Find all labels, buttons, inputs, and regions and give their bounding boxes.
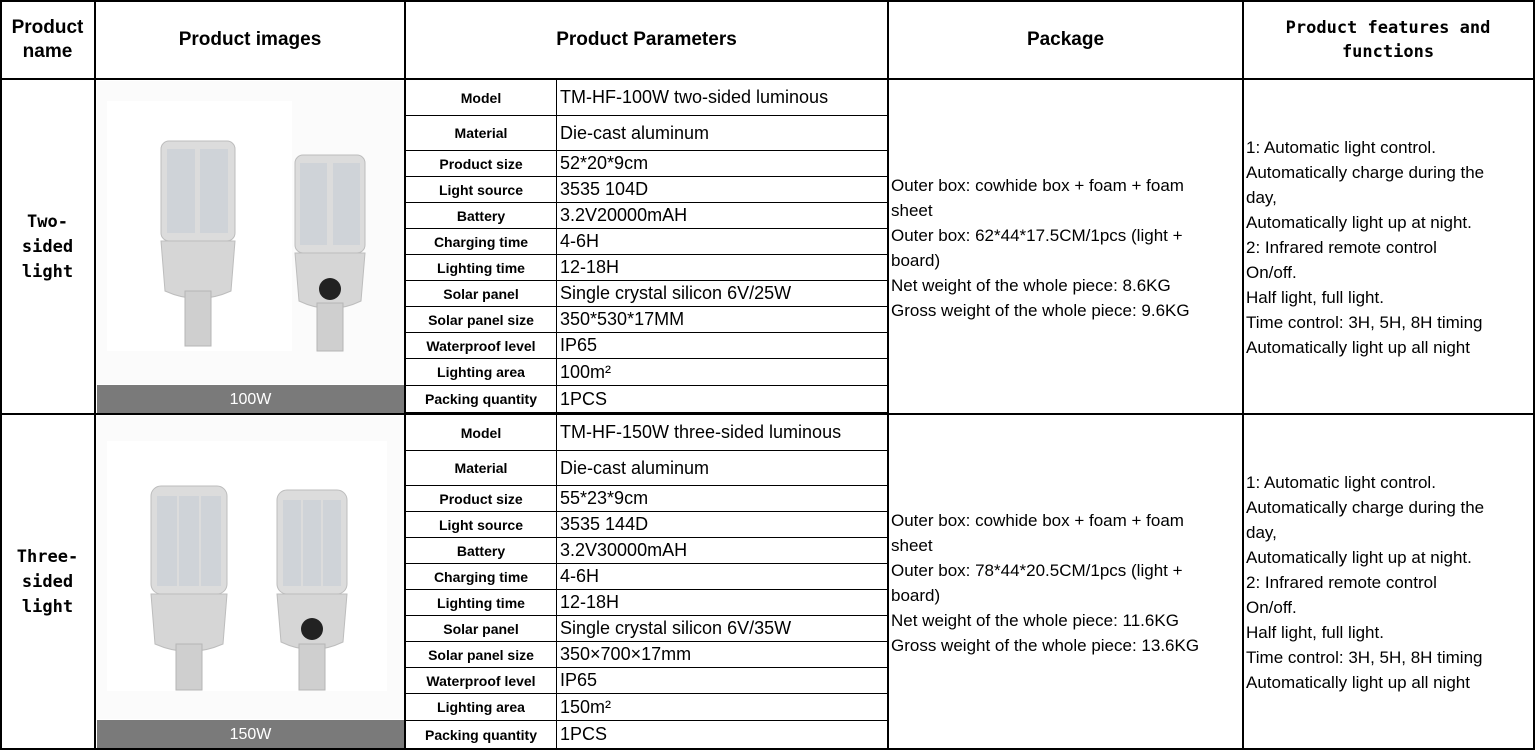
header-product-images: Product images bbox=[178, 28, 322, 50]
feature-line: On/off. bbox=[1246, 598, 1297, 617]
feature-line: Automatically charge during the bbox=[1246, 163, 1485, 182]
param-key: Waterproof level bbox=[406, 668, 557, 694]
param-key: Solar panel bbox=[406, 281, 557, 307]
feature-line: 1: Automatic light control. bbox=[1246, 138, 1436, 157]
param-value: 150m² bbox=[557, 694, 889, 721]
param-value: 100m² bbox=[557, 359, 889, 386]
param-key: Charging time bbox=[406, 229, 557, 255]
feature-line: On/off. bbox=[1246, 263, 1297, 282]
header-package: Package bbox=[1026, 28, 1105, 50]
param-key: Lighting time bbox=[406, 255, 557, 281]
param-value: 350×700×17mm bbox=[557, 642, 889, 668]
param-key: Solar panel bbox=[406, 616, 557, 642]
features-text bbox=[1246, 470, 1532, 695]
param-key: Waterproof level bbox=[406, 333, 557, 359]
feature-line: day, bbox=[1246, 188, 1277, 207]
param-value: 1PCS bbox=[557, 386, 889, 413]
param-value: 55*23*9cm bbox=[557, 486, 889, 512]
param-value: 1PCS bbox=[557, 721, 889, 749]
feature-line: Time control: 3H, 5H, 8H timing bbox=[1246, 313, 1483, 332]
param-key: Solar panel size bbox=[406, 307, 557, 333]
header-product-parameters: Product Parameters bbox=[556, 28, 737, 50]
feature-line: 2: Infrared remote control bbox=[1246, 238, 1437, 257]
package-line: Gross weight of the whole piece: 13.6KG bbox=[891, 636, 1200, 655]
grid-line bbox=[404, 0, 406, 750]
grid-line bbox=[94, 0, 96, 750]
package-line: Net weight of the whole piece: 8.6KG bbox=[891, 276, 1171, 295]
param-key: Battery bbox=[406, 203, 557, 229]
package-text bbox=[891, 508, 1241, 658]
param-value: Die-cast aluminum bbox=[557, 451, 889, 486]
grid-line bbox=[0, 413, 1535, 415]
feature-line: Half light, full light. bbox=[1246, 623, 1384, 642]
param-value: Single crystal silicon 6V/25W bbox=[557, 281, 889, 307]
grid-line bbox=[0, 0, 1535, 2]
package-line: Outer box: 78*44*20.5CM/1pcs (light + bbox=[891, 561, 1183, 580]
feature-line: Automatically light up all night bbox=[1246, 338, 1470, 357]
feature-line: Automatically light up all night bbox=[1246, 673, 1470, 692]
feature-line: Time control: 3H, 5H, 8H timing bbox=[1246, 648, 1483, 667]
param-key: Model bbox=[406, 415, 557, 451]
feature-line: 2: Infrared remote control bbox=[1246, 573, 1437, 592]
parameter-table bbox=[405, 79, 889, 413]
param-key: Product size bbox=[406, 486, 557, 512]
param-value: 52*20*9cm bbox=[557, 151, 889, 177]
feature-line: 1: Automatic light control. bbox=[1246, 473, 1436, 492]
param-value: 3.2V30000mAH bbox=[557, 538, 889, 564]
param-key: Packing quantity bbox=[406, 386, 557, 413]
product-name-cell: Three-sided light bbox=[16, 547, 79, 617]
header-features: Product features and functions bbox=[1285, 17, 1491, 62]
header-product-name: Product name bbox=[11, 16, 84, 62]
param-key: Product size bbox=[406, 151, 557, 177]
param-value: 4-6H bbox=[557, 229, 889, 255]
wattage-caption: 150W bbox=[97, 720, 404, 750]
package-text bbox=[891, 173, 1241, 323]
grid-line bbox=[1242, 0, 1244, 750]
param-key: Light source bbox=[406, 512, 557, 538]
param-value: Single crystal silicon 6V/35W bbox=[557, 616, 889, 642]
street-light-image-100w bbox=[97, 81, 404, 384]
package-line: Outer box: cowhide box + foam + foam bbox=[891, 176, 1184, 195]
param-key: Light source bbox=[406, 177, 557, 203]
grid-line bbox=[887, 0, 889, 750]
feature-line: Automatically light up at night. bbox=[1246, 213, 1472, 232]
product-image bbox=[97, 416, 404, 719]
param-key: Charging time bbox=[406, 564, 557, 590]
param-key: Material bbox=[406, 116, 557, 151]
product-image bbox=[97, 81, 404, 384]
param-value: 3535 144D bbox=[557, 512, 889, 538]
param-value: 3.2V20000mAH bbox=[557, 203, 889, 229]
param-key: Model bbox=[406, 80, 557, 116]
feature-line: Automatically light up at night. bbox=[1246, 548, 1472, 567]
grid-line bbox=[0, 78, 1535, 80]
grid-line bbox=[0, 0, 2, 750]
wattage-caption: 100W bbox=[97, 385, 404, 414]
param-key: Solar panel size bbox=[406, 642, 557, 668]
param-value: Die-cast aluminum bbox=[557, 116, 889, 151]
param-value: IP65 bbox=[557, 333, 889, 359]
features-text bbox=[1246, 135, 1532, 360]
param-value: TM-HF-100W two-sided luminous bbox=[557, 80, 889, 116]
feature-line: Automatically charge during the bbox=[1246, 498, 1485, 517]
package-line: board) bbox=[891, 251, 941, 270]
param-value: 12-18H bbox=[557, 590, 889, 616]
parameter-table bbox=[405, 414, 889, 749]
product-name-cell: Two-sided light bbox=[21, 211, 74, 282]
package-line: Outer box: 62*44*17.5CM/1pcs (light + bbox=[891, 226, 1183, 245]
param-key: Battery bbox=[406, 538, 557, 564]
param-key: Material bbox=[406, 451, 557, 486]
package-line: sheet bbox=[891, 536, 933, 555]
param-key: Lighting area bbox=[406, 694, 557, 721]
package-line: board) bbox=[891, 586, 941, 605]
feature-line: day, bbox=[1246, 523, 1277, 542]
street-light-image-150w bbox=[97, 416, 404, 719]
package-line: Outer box: cowhide box + foam + foam bbox=[891, 511, 1184, 530]
param-key: Lighting area bbox=[406, 359, 557, 386]
feature-line: Half light, full light. bbox=[1246, 288, 1384, 307]
param-value: 3535 104D bbox=[557, 177, 889, 203]
param-value: 12-18H bbox=[557, 255, 889, 281]
package-line: Net weight of the whole piece: 11.6KG bbox=[891, 611, 1179, 630]
param-key: Packing quantity bbox=[406, 721, 557, 749]
param-value: IP65 bbox=[557, 668, 889, 694]
param-value: TM-HF-150W three-sided luminous bbox=[557, 415, 889, 451]
package-line: sheet bbox=[891, 201, 933, 220]
package-line: Gross weight of the whole piece: 9.6KG bbox=[891, 301, 1190, 320]
param-value: 350*530*17MM bbox=[557, 307, 889, 333]
param-value: 4-6H bbox=[557, 564, 889, 590]
param-key: Lighting time bbox=[406, 590, 557, 616]
